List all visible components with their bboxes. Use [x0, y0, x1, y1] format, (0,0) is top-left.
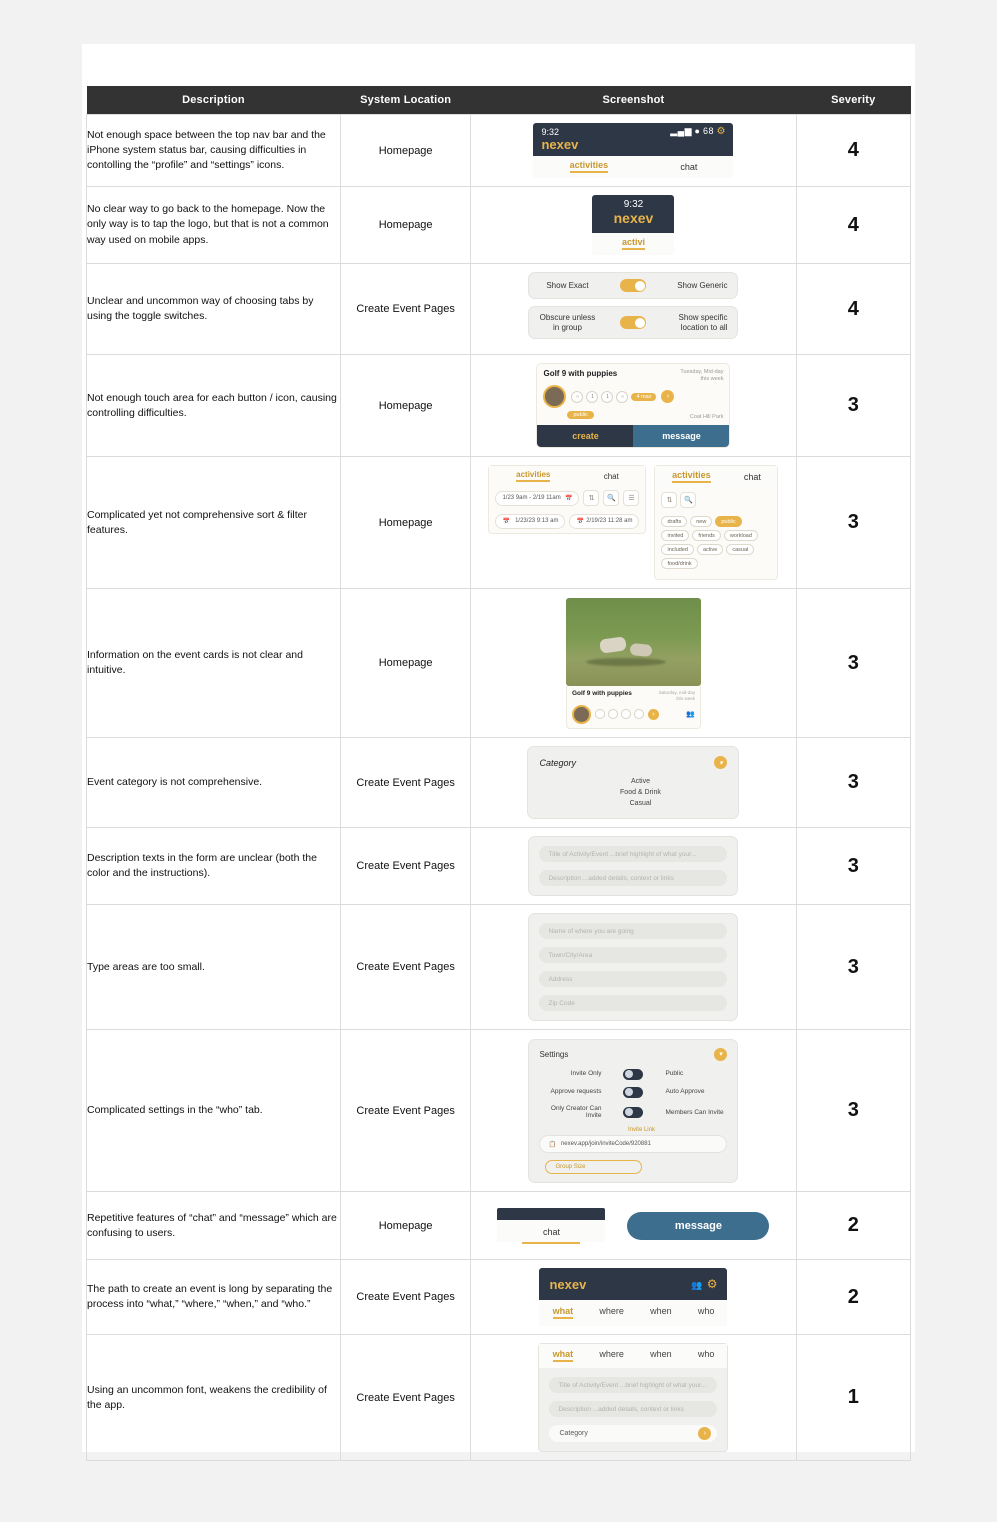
invite-link-field[interactable] [539, 1135, 727, 1153]
row-description: Not enough touch area for each button / icon, causing controlling difficulties. [87, 355, 341, 457]
row-description: Type areas are too small. [87, 905, 341, 1030]
category-label: Category [539, 757, 576, 768]
nav-bar [592, 195, 674, 233]
filter-tag[interactable]: new [690, 516, 712, 527]
chat-tab-block [497, 1208, 605, 1244]
attendee-dot [634, 709, 644, 719]
table-row [87, 1335, 911, 1461]
filter-tag[interactable]: invited [661, 530, 689, 541]
attendee-dot: 1 [586, 391, 598, 403]
tab-chat[interactable]: chat [743, 471, 761, 482]
description-input[interactable]: Description ...added details, context or links [549, 1401, 717, 1417]
mock-description-form [528, 836, 738, 896]
setting-right-label: Public [665, 1070, 684, 1078]
row-location: Create Event Pages [340, 738, 470, 828]
town-city-area-input[interactable]: Town/City/Area [539, 947, 727, 963]
mock-logo-only [592, 195, 674, 255]
row-screenshot [471, 1260, 796, 1335]
create-button[interactable]: create [537, 425, 633, 447]
toggle-switch[interactable] [623, 1069, 643, 1080]
people-icon: 👥 [686, 711, 695, 719]
event-title: Golf 9 with puppies [543, 369, 618, 379]
toggle-switch[interactable] [623, 1107, 643, 1118]
filter-icon[interactable]: ☰ [623, 490, 639, 506]
sort-icon[interactable]: ⇅ [583, 490, 599, 506]
toggle-row-obscure-specific[interactable] [528, 306, 738, 339]
row-location: Homepage [340, 355, 470, 457]
setting-left-label: Approve requests [550, 1088, 602, 1096]
event-meta-line1: Tuesday, Mid-day [680, 369, 724, 376]
row-screenshot [471, 1335, 796, 1461]
table-row [87, 1030, 911, 1192]
search-icon[interactable]: 🔍 [603, 490, 619, 506]
row-screenshot [471, 1192, 796, 1260]
usability-audit-table [86, 86, 911, 1461]
row-severity: 4 [796, 264, 910, 355]
gear-icon[interactable]: ⚙ [706, 1277, 718, 1292]
category-select[interactable] [549, 1425, 717, 1442]
event-meta-line1: Saturday, mid-day [658, 690, 695, 696]
title-input[interactable]: Title of Activity/Event ...brief highlight of what your... [539, 846, 727, 862]
row-location: Create Event Pages [340, 1030, 470, 1192]
address-input[interactable]: Address [539, 971, 727, 987]
mock-font-example [538, 1343, 728, 1452]
table-row [87, 1260, 911, 1335]
attendee-dot [608, 709, 618, 719]
iphone-status-bar [533, 123, 733, 137]
mock-location-form [528, 913, 738, 1021]
tab-what[interactable]: what [553, 1349, 574, 1362]
attendee-dots [571, 391, 656, 403]
invite-link-label: Invite Link [627, 1127, 655, 1134]
setting-who-can-invite[interactable] [539, 1105, 727, 1121]
status-and-nav-bar [533, 123, 733, 156]
chat-tab-label[interactable]: chat [497, 1220, 605, 1242]
toggle-row-exact-generic[interactable] [528, 272, 738, 299]
profile-icon[interactable]: 👥 [691, 1280, 703, 1291]
description-input[interactable]: Description ...added details, context or links [539, 870, 727, 886]
chevron-right-icon[interactable]: › [698, 1427, 711, 1440]
avatar [543, 385, 566, 408]
row-severity: 3 [796, 905, 910, 1030]
header-severity: Severity [796, 86, 910, 115]
tab-when[interactable]: when [650, 1306, 672, 1317]
tab-where[interactable]: where [599, 1349, 624, 1360]
chevron-down-icon[interactable]: ▾ [714, 1048, 727, 1061]
row-description: Information on the event cards is not clear and intuitive. [87, 589, 341, 738]
tab-chat[interactable]: chat [603, 471, 619, 481]
header-system-location: System Location [340, 86, 470, 115]
nav-tabs [655, 466, 777, 488]
filter-tag[interactable]: active [697, 544, 723, 555]
row-severity: 3 [796, 355, 910, 457]
row-location: Homepage [340, 589, 470, 738]
app-logo[interactable]: nexev [541, 137, 579, 152]
setting-left-label: Invite Only [570, 1070, 602, 1078]
header-screenshot: Screenshot [471, 86, 796, 115]
toggle-left-label: Obscure unless in group [539, 313, 596, 332]
tab-activities-partial[interactable]: activi [622, 237, 645, 250]
row-screenshot [471, 905, 796, 1030]
tag-list [655, 512, 777, 573]
mock-create-event-nav [539, 1268, 727, 1326]
row-description: Not enough space between the top nav bar and the iPhone system status bar, causing difficulties in contolling the “profile” and “settings” icons. [87, 115, 341, 187]
setting-right-label: Auto Approve [665, 1088, 705, 1096]
mock-chat-vs-message [497, 1208, 769, 1244]
row-screenshot [471, 589, 796, 738]
tab-what[interactable]: what [553, 1306, 574, 1319]
table-row [87, 355, 911, 457]
row-location: Create Event Pages [340, 828, 470, 905]
attendee-dot: 1 [601, 391, 613, 403]
row-description: Description texts in the form are unclear (both the color and the instructions). [87, 828, 341, 905]
row-location: Create Event Pages [340, 1335, 470, 1461]
invite-link-value: nexev.app/join/inviteCode/920881 [560, 1141, 651, 1148]
row-screenshot [471, 457, 796, 589]
row-severity: 2 [796, 1192, 910, 1260]
mock-homepage-nav [533, 123, 733, 178]
tab-where[interactable]: where [599, 1306, 624, 1317]
row-severity: 4 [796, 115, 910, 187]
message-button[interactable]: message [633, 425, 729, 447]
table-row [87, 457, 911, 589]
next-arrow-icon[interactable]: › [661, 390, 674, 403]
next-arrow-icon[interactable]: › [648, 709, 659, 720]
sort-icon[interactable]: ⇅ [661, 492, 677, 508]
tab-activities[interactable]: activities [672, 470, 711, 483]
setting-right-label: Members Can Invite [665, 1108, 724, 1116]
signal-icon: ▂▄▆ [670, 126, 692, 136]
attendee-dot [595, 709, 605, 719]
toggle-right-label: Show specific location to all [678, 313, 728, 332]
category-option[interactable]: Active [630, 778, 650, 786]
toggle-switch[interactable] [620, 279, 646, 292]
event-location: Coat Hill Park [689, 414, 724, 421]
public-pill: public [567, 411, 593, 419]
filter-tag[interactable]: food/drink [661, 558, 697, 569]
mock-who-settings [528, 1039, 738, 1184]
table-header-row [87, 86, 911, 115]
tab-who[interactable]: who [697, 1349, 715, 1360]
battery-icon: 68 [702, 126, 714, 136]
row-severity: 3 [796, 738, 910, 828]
mock-event-photo-card [566, 598, 701, 729]
category-option[interactable]: Food & Drink [620, 789, 661, 797]
row-location: Create Event Pages [340, 1260, 470, 1335]
row-severity: 3 [796, 589, 910, 738]
row-description: Event category is not comprehensive. [87, 738, 341, 828]
row-description: No clear way to go back to the homepage. Now the only way is to tap the logo, but that is not a common way used on mobile apps. [87, 187, 341, 264]
copy-icon[interactable]: 📋 [548, 1141, 556, 1148]
app-logo[interactable]: nexev [549, 1276, 587, 1292]
tab-when[interactable]: when [650, 1349, 672, 1360]
mock-event-card [536, 363, 730, 448]
nav-tabs [489, 466, 645, 486]
filter-tag[interactable]: drafts [661, 516, 687, 527]
message-button[interactable]: message [627, 1212, 769, 1240]
tab-activities[interactable]: activities [570, 160, 609, 173]
attendee-dot: ○ [571, 391, 583, 403]
table-row [87, 905, 911, 1030]
nav-tabs [592, 233, 674, 255]
attendee-dot [621, 709, 631, 719]
setting-invite-only[interactable] [539, 1069, 727, 1080]
mock-tag-filter [654, 465, 778, 580]
row-screenshot [471, 738, 796, 828]
tab-chat[interactable]: chat [680, 161, 698, 172]
row-screenshot [471, 1030, 796, 1192]
gear-icon[interactable]: ⚙ [716, 126, 726, 137]
event-meta-line2: this week [700, 376, 724, 383]
title-input[interactable]: Title of Activity/Event ...brief highlight of what your... [549, 1377, 717, 1393]
setting-left-label: Only Creator Can Invite [550, 1104, 602, 1120]
row-screenshot [471, 828, 796, 905]
row-screenshot [471, 115, 796, 187]
date-range-field[interactable]: 1/23 9am - 2/19 11am 📅 [495, 491, 579, 506]
row-description: Unclear and uncommon way of choosing tabs by using the toggle switches. [87, 264, 341, 355]
row-severity: 3 [796, 457, 910, 589]
settings-title: Settings [539, 1049, 569, 1059]
toggle-left-label: Show Exact [546, 280, 589, 290]
table-row [87, 115, 911, 187]
filter-tag[interactable]: casual [726, 544, 754, 555]
category-option[interactable]: Casual [629, 800, 652, 808]
date-end-field[interactable]: 📅 2/19/23 11:28 am [569, 514, 639, 529]
wifi-icon: ● [694, 126, 701, 136]
row-severity: 3 [796, 828, 910, 905]
setting-approve-requests[interactable] [539, 1087, 727, 1098]
toggle-switch[interactable] [620, 316, 646, 329]
row-description: The path to create an event is long by separating the process into “what,” “where,” “when,” and “who.” [87, 1260, 341, 1335]
status-time: 9:32 [623, 199, 644, 210]
date-start-field[interactable]: 📅 1/23/23 9:13 am [495, 514, 565, 529]
row-location: Homepage [340, 1192, 470, 1260]
toggle-switch[interactable] [623, 1087, 643, 1098]
row-description: Complicated yet not comprehensive sort & filter features. [87, 457, 341, 589]
row-location: Homepage [340, 187, 470, 264]
tab-activities[interactable]: activities [516, 470, 550, 482]
row-description: Repetitive features of “chat” and “message” which are confusing to users. [87, 1192, 341, 1260]
event-photo [566, 598, 701, 686]
status-time: 9:32 [541, 126, 559, 137]
row-screenshot [471, 355, 796, 457]
toggle-right-label: Show Generic [677, 280, 728, 290]
category-label: Category [559, 1430, 588, 1438]
filter-tag[interactable]: workload [724, 530, 758, 541]
row-location: Homepage [340, 115, 470, 187]
row-severity: 2 [796, 1260, 910, 1335]
row-location: Homepage [340, 457, 470, 589]
table-row [87, 1192, 911, 1260]
app-logo[interactable]: nexev [613, 210, 654, 226]
attendee-dot: ○ [616, 391, 628, 403]
tab-who[interactable]: who [697, 1306, 715, 1317]
avatar [572, 705, 591, 724]
filter-tag[interactable]: included [661, 544, 694, 555]
row-location: Create Event Pages [340, 905, 470, 1030]
mock-sort-filter [488, 465, 646, 534]
zip-code-input[interactable]: Zip Code [539, 995, 727, 1011]
mock-category-select [527, 746, 739, 819]
event-title: Golf 9 with puppies [571, 690, 632, 698]
row-severity: 1 [796, 1335, 910, 1461]
row-description: Using an uncommon font, weakens the credibility of the app. [87, 1335, 341, 1461]
chevron-down-icon[interactable]: ▾ [714, 756, 727, 769]
row-location: Create Event Pages [340, 264, 470, 355]
table-row [87, 738, 911, 828]
row-screenshot [471, 264, 796, 355]
row-description: Complicated settings in the “who” tab. [87, 1030, 341, 1192]
filter-tag[interactable]: friends [692, 530, 721, 541]
nav-tabs [533, 156, 733, 178]
group-size-field[interactable]: Group Size [545, 1160, 642, 1174]
row-severity: 3 [796, 1030, 910, 1192]
table-row [87, 828, 911, 905]
filter-tag[interactable]: public [715, 516, 741, 527]
table-row [87, 589, 911, 738]
place-name-input[interactable]: Name of where you are going [539, 923, 727, 939]
max-pill: 4 max [631, 393, 656, 401]
audit-page [82, 44, 915, 1452]
header-description: Description [87, 86, 341, 115]
search-icon[interactable]: 🔍 [680, 492, 696, 508]
row-screenshot [471, 187, 796, 264]
table-row [87, 264, 911, 355]
row-severity: 4 [796, 187, 910, 264]
table-row [87, 187, 911, 264]
event-meta-line2: this week [676, 695, 695, 701]
